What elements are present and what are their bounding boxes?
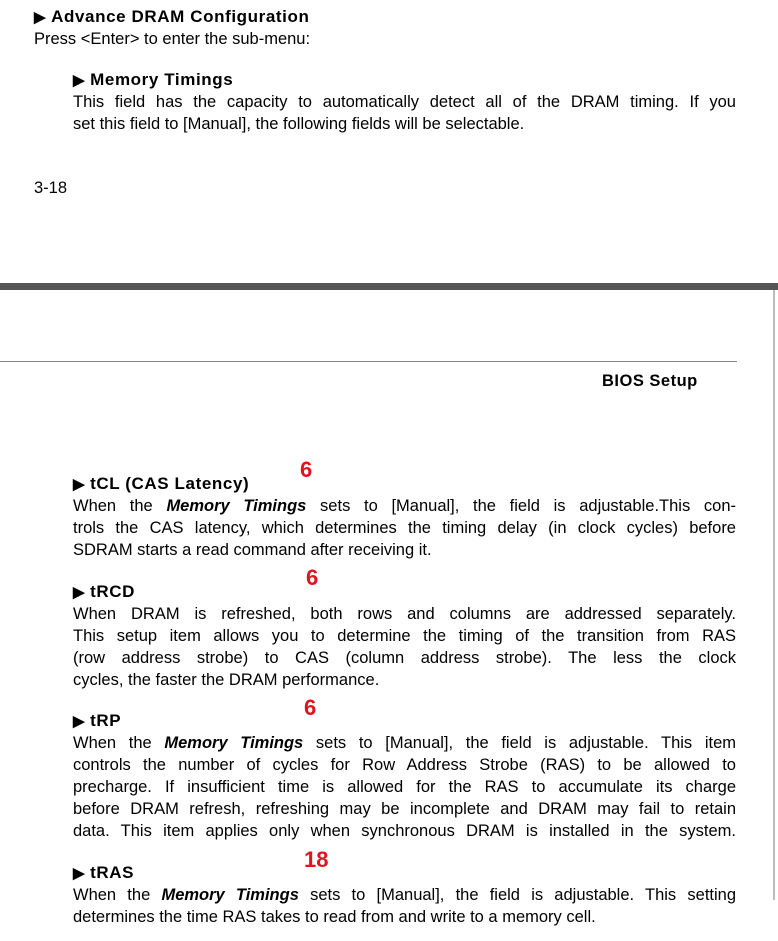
triangle-bullet-icon: ▶: [73, 584, 86, 601]
text-line: determines the time RAS takes to read from and write to a memory cell.: [73, 908, 596, 926]
page-number: 3-18: [34, 179, 68, 197]
text-line: When the Memory Timings sets to [Manual], the field is adjustable. This setting: [73, 886, 737, 904]
tcl-value: 6: [300, 457, 313, 482]
tras-description: [73, 884, 736, 928]
text-line: This setup item allows you to determine the timing of the transition from RAS: [73, 627, 736, 645]
trp-value: 6: [304, 695, 317, 720]
text-line: SDRAM starts a read command after receiving it.: [73, 541, 432, 559]
triangle-bullet-icon: ▶: [73, 713, 86, 730]
tras-value: 18: [304, 847, 329, 872]
triangle-bullet-icon: ▶: [34, 9, 47, 26]
trp-heading: ▶ tRP: [73, 711, 122, 730]
text-line: (row address strobe) to CAS (column address strobe). The less the clock: [73, 649, 736, 667]
tcl-heading: ▶ tCL (CAS Latency): [73, 474, 250, 493]
text-line: before DRAM refresh, refreshing may be incomplete and DRAM may fail to retain: [73, 800, 736, 818]
triangle-bullet-icon: ▶: [73, 72, 86, 89]
tras-heading: ▶ tRAS: [73, 863, 135, 882]
text-line: trols the CAS latency, which determines the timing delay (in clock cycles) before: [73, 519, 736, 537]
trcd-heading: ▶ tRCD: [73, 582, 136, 601]
text-line: data. This item applies only when synchronous DRAM is installed in the system.: [73, 822, 736, 840]
trcd-description: [73, 603, 736, 691]
trp-description: [73, 732, 736, 842]
text-line: When the Memory Timings sets to [Manual], the field is adjustable. This item: [73, 734, 737, 752]
text-line: precharge. If insufficient time is allowed for the RAS to accumulate its charge: [73, 778, 736, 796]
page-edge-line: [773, 290, 775, 900]
text-line: controls the number of cycles for Row Address Strobe (RAS) to be allowed to: [73, 756, 736, 774]
trcd-value: 6: [306, 565, 319, 590]
text-line: When the Memory Timings sets to [Manual], the field is adjustable.This con-: [73, 497, 736, 515]
text-line: When DRAM is refreshed, both rows and columns are addressed separately.: [73, 605, 736, 623]
tcl-description: [73, 495, 736, 561]
advance-dram-heading: ▶ Advance DRAM Configuration: [34, 7, 310, 26]
memory-timings-description: [73, 91, 736, 135]
page-separator-bar: [0, 283, 778, 290]
triangle-bullet-icon: ▶: [73, 865, 86, 882]
memory-timings-heading: ▶ Memory Timings: [73, 70, 234, 89]
header-rule: [0, 361, 737, 362]
text-line: cycles, the faster the DRAM performance.: [73, 671, 380, 689]
triangle-bullet-icon: ▶: [73, 476, 86, 493]
advance-dram-intro: Press <Enter> to enter the sub-menu:: [34, 30, 311, 48]
text-line: This field has the capacity to automatically detect all of the DRAM timing. If you: [73, 93, 736, 111]
running-header: BIOS Setup: [602, 372, 698, 390]
text-line: set this field to [Manual], the following fields will be selectable.: [73, 115, 525, 133]
